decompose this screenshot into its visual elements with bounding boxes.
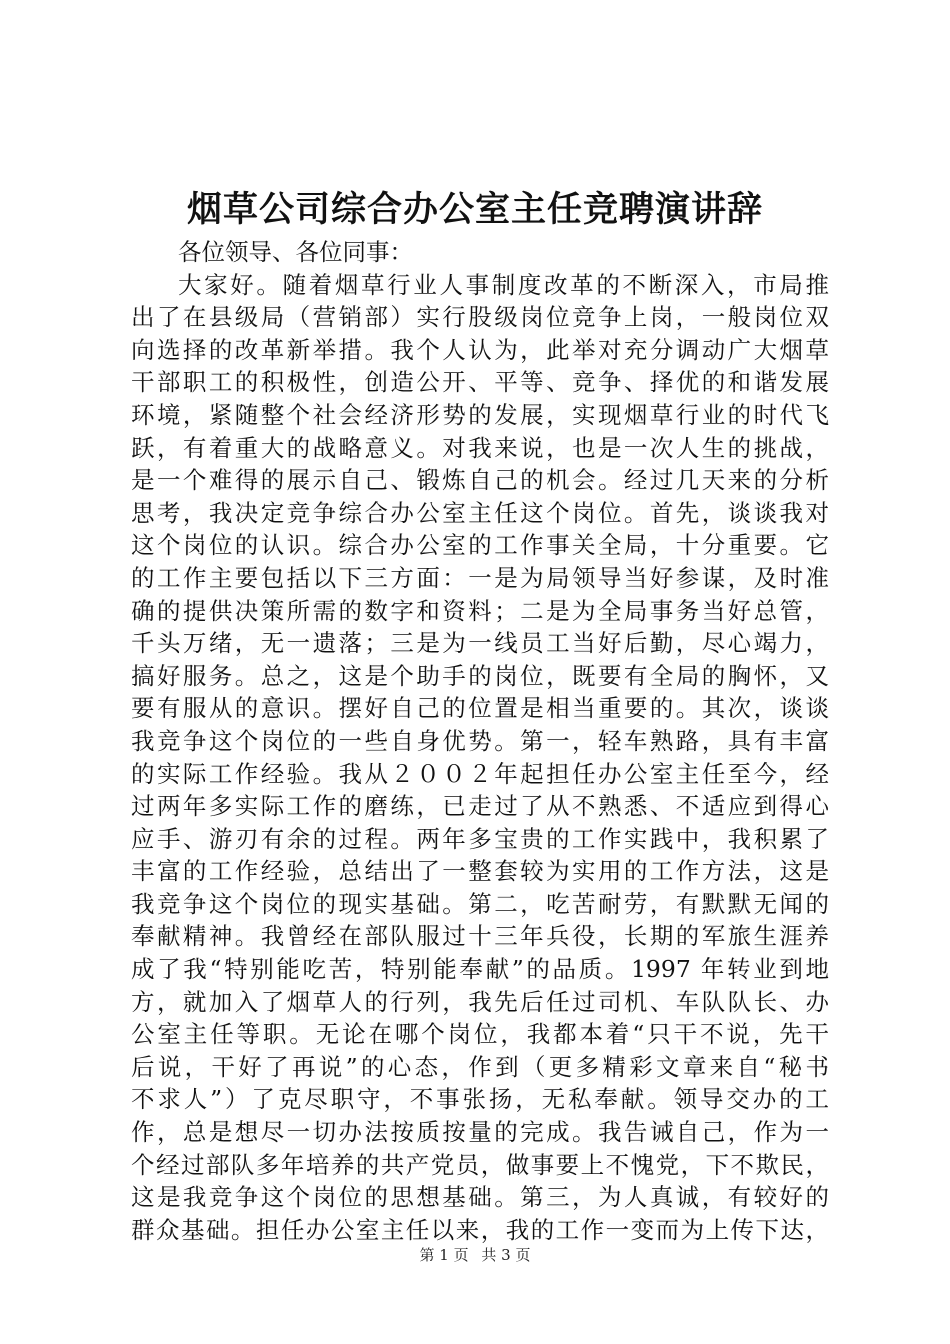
paragraph-line: 我竞争这个岗位的现实基础。第二，吃苦耐劳，有默默无闻的 [131, 889, 829, 918]
paragraph-line: 这个岗位的认识。综合办公室的工作事关全局，十分重要。它 [131, 531, 829, 560]
paragraph-line: 群众基础。担任办公室主任以来，我的工作一变而为上传下达， [131, 1215, 829, 1244]
paragraph-line: 成了我“特别能吃苦，特别能奉献”的品质。1997 年转业到地 [131, 955, 829, 984]
paragraph-line: 干部职工的积极性，创造公开、平等、竞争、择优的和谐发展 [131, 368, 829, 397]
page-number: 第 1 页 [419, 1246, 469, 1264]
document-title: 烟草公司综合办公室主任竞聘演讲辞 [186, 189, 763, 230]
paragraph-line: 应手、游刃有余的过程。两年多宝贵的工作实践中，我积累了 [131, 824, 829, 853]
paragraph-line: 个经过部队多年培养的共产党员，做事要上不愧党，下不欺民， [131, 1150, 829, 1179]
paragraph-line: 公室主任等职。无论在哪个岗位，我都本着“只干不说，先干 [131, 1020, 829, 1049]
paragraph-line: 作，总是想尽一切办法按质按量的完成。我告诫自己，作为一 [131, 1118, 829, 1147]
paragraph-line: 思考，我决定竞争综合办公室主任这个岗位。首先，谈谈我对 [131, 498, 829, 527]
page-total: 共 3 页 [481, 1246, 531, 1264]
paragraph-line: 不求人”）了克尽职守，不事张扬，无私奉献。领导交办的工 [131, 1085, 829, 1114]
document-body [131, 236, 829, 1246]
paragraph-line: 搞好服务。总之，这是个助手的岗位，既要有全局的胸怀，又 [131, 661, 829, 690]
paragraph-line: 奉献精神。我曾经在部队服过十三年兵役，长期的军旅生涯养 [131, 922, 829, 951]
paragraph-line: 环境，紧随整个社会经济形势的发展，实现烟草行业的时代飞 [131, 400, 829, 429]
salutation: 各位领导、各位同事： [178, 238, 413, 266]
paragraph-line: 我竞争这个岗位的一些自身优势。第一，轻车熟路，具有丰富 [131, 726, 829, 755]
paragraph-line: 要有服从的意识。摆好自己的位置是相当重要的。其次，谈谈 [131, 694, 829, 723]
paragraph-line: 这是我竞争这个岗位的思想基础。第三，为人真诚，有较好的 [131, 1183, 829, 1212]
paragraph-line: 跃，有着重大的战略意义。对我来说，也是一次人生的挑战， [131, 433, 829, 462]
paragraph-line: 的实际工作经验。我从２００２年起担任办公室主任至今，经 [131, 759, 829, 788]
paragraph-line: 向选择的改革新举措。我个人认为，此举对充分调动广大烟草 [131, 335, 829, 364]
page-footer [0, 1245, 950, 1265]
paragraph-line: 方，就加入了烟草人的行列，我先后任过司机、车队队长、办 [131, 987, 829, 1016]
paragraph-line: 千头万绪，无一遗落；三是为一线员工当好后勤，尽心竭力， [131, 629, 829, 658]
paragraph-line: 的工作主要包括以下三方面：一是为局领导当好参谋，及时准 [131, 563, 829, 592]
paragraph-line: 确的提供决策所需的数字和资料；二是为全局事务当好总管， [131, 596, 829, 625]
paragraph-line: 是一个难得的展示自己、锻炼自己的机会。经过几天来的分析 [131, 466, 829, 495]
paragraph-line: 丰富的工作经验，总结出了一整套较为实用的工作方法，这是 [131, 857, 829, 886]
paragraph-line: 过两年多实际工作的磨练，已走过了从不熟悉、不适应到得心 [131, 792, 829, 821]
paragraph-line: 后说，干好了再说”的心态，作到（更多精彩文章来自“秘书 [131, 1052, 829, 1081]
paragraph-line: 出了在县级局（营销部）实行股级岗位竞争上岗，一般岗位双 [131, 303, 829, 332]
paragraph-line: 大家好。随着烟草行业人事制度改革的不断深入，市局推 [178, 270, 829, 299]
